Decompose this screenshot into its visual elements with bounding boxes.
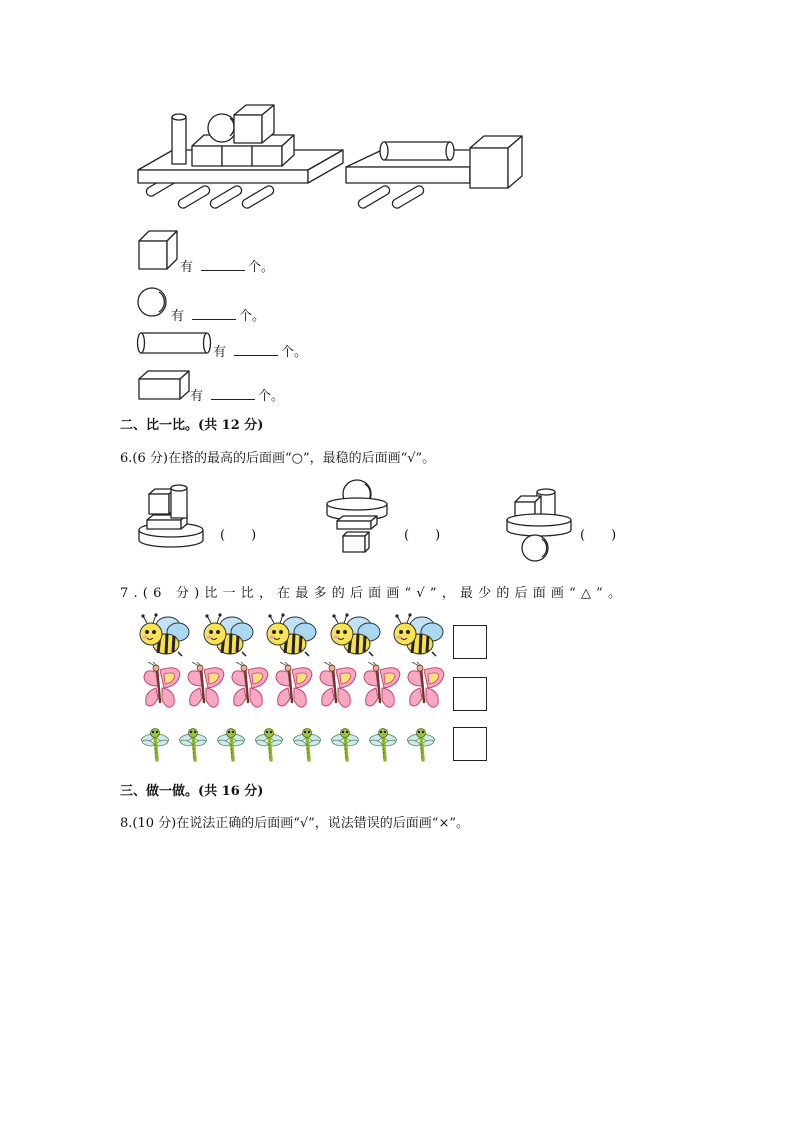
cube-icon bbox=[137, 229, 181, 271]
count-row-cube bbox=[137, 229, 397, 275]
dragonfly-icon bbox=[368, 724, 398, 764]
structure-b-illustration bbox=[325, 478, 391, 554]
cylinder-icon bbox=[137, 331, 213, 355]
count-unit: 个。 bbox=[239, 309, 266, 324]
dragonfly-icon bbox=[292, 724, 322, 764]
section-3-title: 三、做一做。(共 16 分) bbox=[120, 784, 264, 799]
dragonfly-icon bbox=[330, 724, 360, 764]
answer-paren-a[interactable]: ( ) bbox=[220, 528, 257, 543]
butterfly-icon bbox=[142, 662, 182, 714]
count-row-cuboid bbox=[137, 369, 397, 403]
answer-paren-b[interactable]: ( ) bbox=[404, 528, 441, 543]
answer-blank-cuboid[interactable] bbox=[211, 387, 255, 400]
answer-paren-c[interactable]: ( ) bbox=[580, 528, 617, 543]
question-7-text: 7.(6 分)比一比，在最多的后面画“√”，最少的后面画“△”。 bbox=[120, 586, 627, 601]
section-2-title: 二、比一比。(共 12 分) bbox=[120, 418, 264, 433]
bee-icon bbox=[202, 612, 254, 660]
count-label: 有 bbox=[213, 345, 227, 360]
butterfly-icon bbox=[230, 662, 270, 714]
structure-c-illustration bbox=[505, 488, 577, 564]
butterfly-icon bbox=[406, 662, 446, 714]
bee-icon bbox=[392, 612, 444, 660]
count-label: 有 bbox=[180, 260, 194, 275]
dragonfly-row bbox=[140, 724, 450, 764]
count-label: 有 bbox=[171, 309, 185, 324]
bee-icon bbox=[265, 612, 317, 660]
cuboid-icon bbox=[137, 369, 191, 401]
butterfly-icon bbox=[318, 662, 358, 714]
dragonfly-icon bbox=[216, 724, 246, 764]
bee-icon bbox=[329, 612, 381, 660]
count-row-cylinder bbox=[137, 331, 397, 361]
count-row-sphere bbox=[137, 286, 397, 326]
answer-box-bees[interactable] bbox=[453, 625, 487, 659]
question-8-text: 8.(10 分)在说法正确的后面画“√”，说法错误的后面画“×”。 bbox=[120, 816, 469, 831]
dragonfly-icon bbox=[254, 724, 284, 764]
bee-icon bbox=[138, 612, 190, 660]
sphere-icon bbox=[137, 286, 171, 320]
butterfly-icon bbox=[362, 662, 402, 714]
count-unit: 个。 bbox=[258, 389, 285, 404]
count-label: 有 bbox=[190, 389, 204, 404]
answer-blank-sphere[interactable] bbox=[192, 307, 236, 320]
butterfly-icon bbox=[186, 662, 226, 714]
answer-blank-cube[interactable] bbox=[201, 258, 245, 271]
butterfly-row bbox=[142, 662, 452, 714]
bee-row bbox=[138, 612, 498, 660]
answer-box-dragonflies[interactable] bbox=[453, 727, 487, 761]
answer-box-butterflies[interactable] bbox=[453, 677, 487, 711]
count-unit: 个。 bbox=[248, 260, 275, 275]
dragonfly-icon bbox=[178, 724, 208, 764]
butterfly-icon bbox=[274, 662, 314, 714]
block-structures-illustration bbox=[130, 100, 540, 215]
dragonfly-icon bbox=[406, 724, 436, 764]
answer-blank-cylinder[interactable] bbox=[234, 343, 278, 356]
structure-a-illustration bbox=[137, 480, 207, 550]
question-6-text: 6.(6 分)在搭的最高的后面画“○”，最稳的后面画“√”。 bbox=[120, 451, 436, 466]
count-unit: 个。 bbox=[281, 345, 308, 360]
dragonfly-icon bbox=[140, 724, 170, 764]
